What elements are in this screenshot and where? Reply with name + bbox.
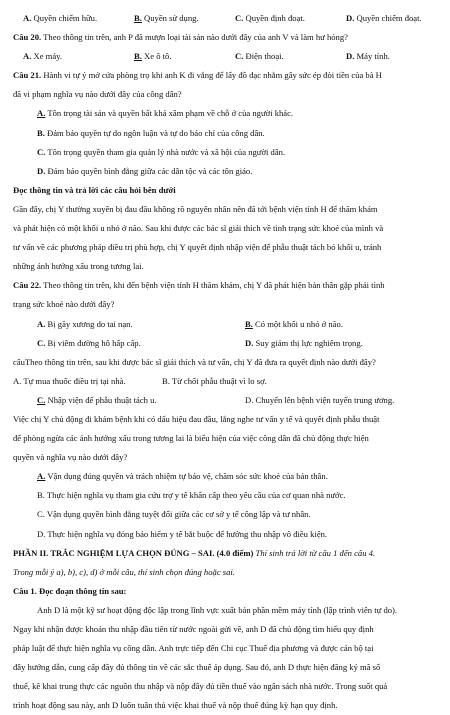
q22-option-a: A. Bị gãy xương do tai nạn.: [37, 318, 133, 329]
q22-option-d: D. Suy giảm thị lực nghiêm trọng.: [245, 337, 363, 348]
q20-options: [13, 47, 437, 66]
q24-option-a: A. Vận dụng đúng quyền và trách nhiệm tự bảo vệ, chăm sóc sức khoẻ của bản thân.: [37, 471, 328, 482]
q20-stem: Câu 20. Theo thông tin trên, anh P đã mượn loại tài sản nào dưới đây của anh V và làm hư hỏng?: [13, 32, 348, 43]
q24-stem-line2: để phòng ngừa các ảnh hưởng xấu trong tương lai là biểu hiện của việc công dân đã chủ động thực hiện: [13, 433, 369, 444]
q22-stem-line2: trạng sức khoẻ nào dưới đây?: [13, 299, 115, 310]
c1-heading: Câu 1. Đọc đoạn thông tin sau:: [13, 585, 127, 596]
q22-stem-line1: Câu 22. Theo thông tin trên, khi đến bệnh viện tỉnh H thăm khám, chị Y đã phát hiện bản thân gặp phải tình: [13, 280, 385, 291]
c1-passage-line: Ngay khi nhận được khoản thu nhập đầu tiên từ nước ngoài gửi về, anh D đã chủ động tìm hiểu quy định: [13, 624, 374, 634]
passage-line: tư vấn về các phương pháp điều trị phù hợp, chị Y quyết định nhập viện để phẫu thuật tách bỏ khối u, tránh: [13, 242, 382, 253]
q20-option-b: B. Xe ô tô.: [134, 51, 172, 62]
q20-option-d: D. Máy tính.: [346, 51, 390, 62]
q21-option-c: C. Tôn trọng quyền tham gia quản lý nhà nước và xã hội của người dân.: [37, 146, 286, 157]
q21-stem-line2: đã vi phạm nghĩa vụ nào dưới đây của công dân?: [13, 89, 182, 100]
c1-passage-line: thuế, kê khai trung thực các nguồn thu nhập và nộp đầy đủ tiền thuế vào ngân sách nhà nước. Trong suốt quá: [13, 681, 388, 692]
passage-line: Gần đây, chị Y thường xuyên bị đau đầu không rõ nguyên nhân nên đã tới bệnh viện tỉnh H để thăm khám: [13, 203, 378, 214]
q24-option-c: C. Vận dụng quyền bình đẳng tuyệt đối giữa các cơ sở y tế công lập và tư nhân.: [37, 509, 311, 520]
q22-options-row2: [13, 334, 437, 353]
q23-option-a: A. Tự mua thuốc điều trị tại nhà.: [13, 375, 126, 386]
passage-line: những ảnh hưởng xấu trong tương lai.: [13, 261, 144, 272]
q22-option-c: C. Bị viêm đường hô hấp cấp.: [37, 337, 141, 348]
q22-options-row1: [13, 315, 437, 334]
c1-passage-line: pháp luật để thực hiện nghĩa vụ công dân. Anh trực tiếp đến Chi cục Thuế địa phương và được cán bộ tại: [13, 643, 374, 654]
q21-stem-line1: Câu 21. Hành vi tự ý mở cửa phòng trọ khi anh K đi vắng để lấy đồ đạc nhằm gây sức ép đòi tiền của bà H: [13, 70, 382, 81]
q21-option-b: B. Đảm bảo quyền tự do ngôn luận và tự do báo chí của công dân.: [37, 127, 265, 138]
section-heading: Đọc thông tin và trả lời các câu hỏi bên dưới: [13, 184, 176, 195]
q24-option-d: D. Thực hiện nghĩa vụ đóng bảo hiểm y tế bắt buộc để hưởng thu nhập vô điều kiện.: [37, 528, 328, 539]
q23-options-row1: [13, 372, 437, 391]
q19-option-a: A. Quyền chiếm hữu.: [23, 13, 98, 23]
q24-option-b: B. Thực hiện nghĩa vụ tham gia cứu trợ y tế khẩn cấp theo yêu cầu của cơ quan nhà nước.: [37, 490, 346, 501]
q19-option-d: D. Quyền chiếm đoạt.: [346, 13, 422, 23]
q21-option-a: A. Tôn trọng tài sản và quyền bất khả xâm phạm về chỗ ở của người khác.: [37, 108, 294, 119]
part2-heading: PHẦN II. TRẮC NGHIỆM LỰA CHỌN ĐÚNG – SAI. (4.0 điểm) Thí sinh trả lời từ câu 1 đến câu 4.: [13, 547, 376, 558]
c1-passage-line: đây hướng dẫn, cung cấp đầy đủ thông tin về các sắc thuế áp dụng. Sau đó, anh D thực hiện đăng ký mã số: [13, 662, 381, 673]
q19-option-c: C. Quyền định đoạt.: [235, 13, 305, 23]
q24-stem-line3: quyền và nghĩa vụ nào dưới đây?: [13, 452, 128, 463]
q20-option-a: A. Xe máy.: [23, 51, 63, 62]
c1-passage-line: trình hoạt động sau này, anh D luôn tuân thủ việc khai thuế và nộp thuế đúng kỳ hạn quy định.: [13, 700, 338, 711]
q22-option-b: B. Có một khối u nhỏ ở não.: [245, 318, 343, 329]
q19-options: [13, 9, 437, 28]
q21-option-d: D. Đảm bảo quyền bình đẳng giữa các dân tộc và các tôn giáo.: [37, 165, 253, 176]
q19-option-b: B. Quyền sử dụng.: [134, 13, 199, 23]
q23-options-row2: [13, 391, 437, 410]
part2-instructions: Trong mỗi ý a), b), c), d) ở mỗi câu, thí sinh chọn đúng hoặc sai.: [13, 566, 235, 577]
q23-option-b: B. Từ chối phẫu thuật vì lo sợ.: [162, 375, 267, 386]
q23-option-c: C. Nhập viện để phẫu thuật tách u.: [37, 394, 157, 405]
q20-option-c: C. Điện thoại.: [235, 51, 284, 62]
q23-stem: câuTheo thông tin trên, sau khi được bác sĩ giải thích và tư vấn, chị Y đã đưa ra quyết định nào dưới đây?: [13, 356, 376, 367]
passage-line: và phát hiện có một khối u nhỏ ở não. Sau khi được các bác sĩ giải thích về tình trạng sức khoẻ của mình và: [13, 223, 384, 234]
q23-option-d: D. Chuyển lên bệnh viện tuyến trung ương.: [245, 394, 395, 405]
c1-passage-line: Anh D là một kỹ sư hoạt động độc lập trong lĩnh vực xuất bản phần mềm máy tính (lập trình viên tự do).: [37, 604, 398, 615]
q24-stem-line1: Việc chị Y chủ động đi khám bệnh khi có dấu hiệu đau đầu, lắng nghe tư vấn y tế và quyết định phẫu thuật: [13, 413, 380, 424]
